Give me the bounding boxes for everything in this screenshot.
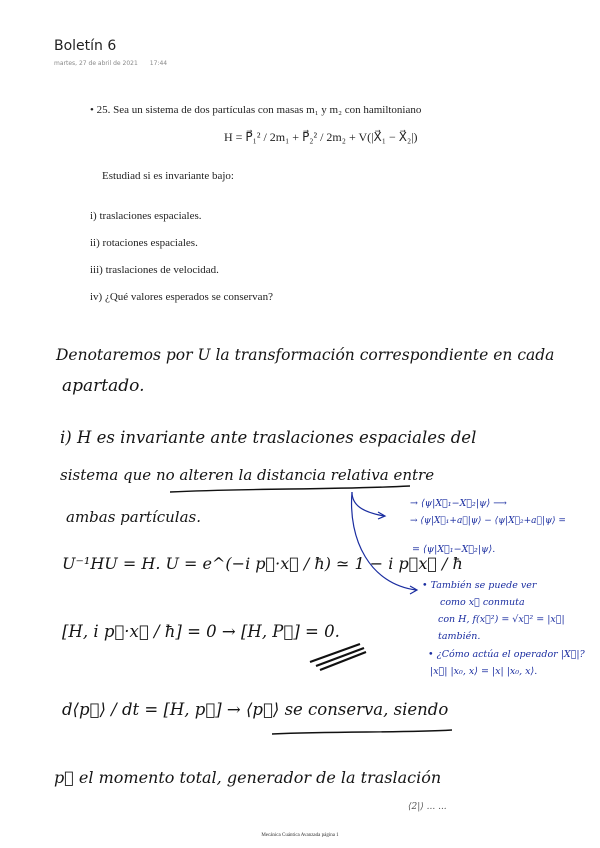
underline-conserva <box>272 730 452 734</box>
handwritten-line-3: i) H es invariante ante traslaciones espaciales del <box>60 428 477 447</box>
handwritten-line-2: apartado. <box>62 376 145 396</box>
handwritten-line-4: sistema que no alteren la distancia relativa entre <box>60 466 435 484</box>
problem-statement: • 25. Sea un sistema de dos partículas con masas m₁ y m₂ con hamiltoniano <box>90 104 422 116</box>
note-7: también. <box>438 631 481 642</box>
note-8: • ¿Cómo actúa el operador |X⃗|? <box>428 649 585 660</box>
item-ii: ii) rotaciones espaciales. <box>90 237 198 249</box>
handwritten-line-6: p⃗ el momento total, generador de la traslación <box>54 768 442 787</box>
note-4: • También se puede ver <box>422 580 537 591</box>
handwritten-line-5: ambas partículas. <box>66 508 201 526</box>
note-1: → ⟨ψ|X⃗₁−X⃗₂|ψ⟩ ⟶ <box>410 498 507 509</box>
item-i: i) traslaciones espaciales. <box>90 210 202 222</box>
note-5: como x⃗ conmuta <box>440 597 525 608</box>
equation-1: U⁻¹HU = H. U = e^(−i p⃗·x⃗ / ħ) ≃ 1 − i p⃗x⃗ / ħ <box>62 554 463 573</box>
handwritten-partial: ⟨2|⟩ ... ... <box>408 802 447 812</box>
equation-2: [H, i p⃗·x⃗ / ħ] = 0 → [H, P⃗] = 0. <box>62 622 340 641</box>
hamiltonian-formula: H = P⃗₁² / 2m₁ + P⃗₂² / 2m₂ + V(|X⃗₁ − X⃗₂|) <box>224 130 418 144</box>
underline-distance <box>170 486 410 492</box>
note-9: |x⃗| |x₀, x⟩ = |x| |x₀, x⟩. <box>430 666 538 677</box>
scribble-mark <box>310 644 366 670</box>
page-title: Boletín 6 <box>54 38 117 54</box>
item-iii: iii) traslaciones de velocidad. <box>90 264 219 276</box>
page-date: martes, 27 de abril de 2021 <box>54 60 138 67</box>
note-6: con H, f(x⃗²) = √x⃗² = |x⃗| <box>438 614 565 625</box>
page-time: 17:44 <box>149 60 168 67</box>
blue-arrow-lower <box>352 492 416 590</box>
page-footer: Mecánica Cuántica Avanzada página 1 <box>261 833 339 838</box>
problem-instruction: Estudiad si es invariante bajo: <box>102 170 234 182</box>
note-3: = ⟨ψ|X⃗₁−X⃗₂|ψ⟩. <box>412 544 496 555</box>
item-iv: iv) ¿Qué valores esperados se conservan? <box>90 291 273 303</box>
handwritten-line-1: Denotaremos por U la transformación correspondiente en cada <box>56 346 555 364</box>
equation-3: d⟨p⃗⟩ / dt = [H, p⃗] → ⟨p⃗⟩ se conserva, siendo <box>62 700 449 719</box>
note-2: → ⟨ψ|X⃗₁+a⃗|ψ⟩ − ⟨ψ|X⃗₂+a⃗|ψ⟩ = <box>410 516 566 526</box>
